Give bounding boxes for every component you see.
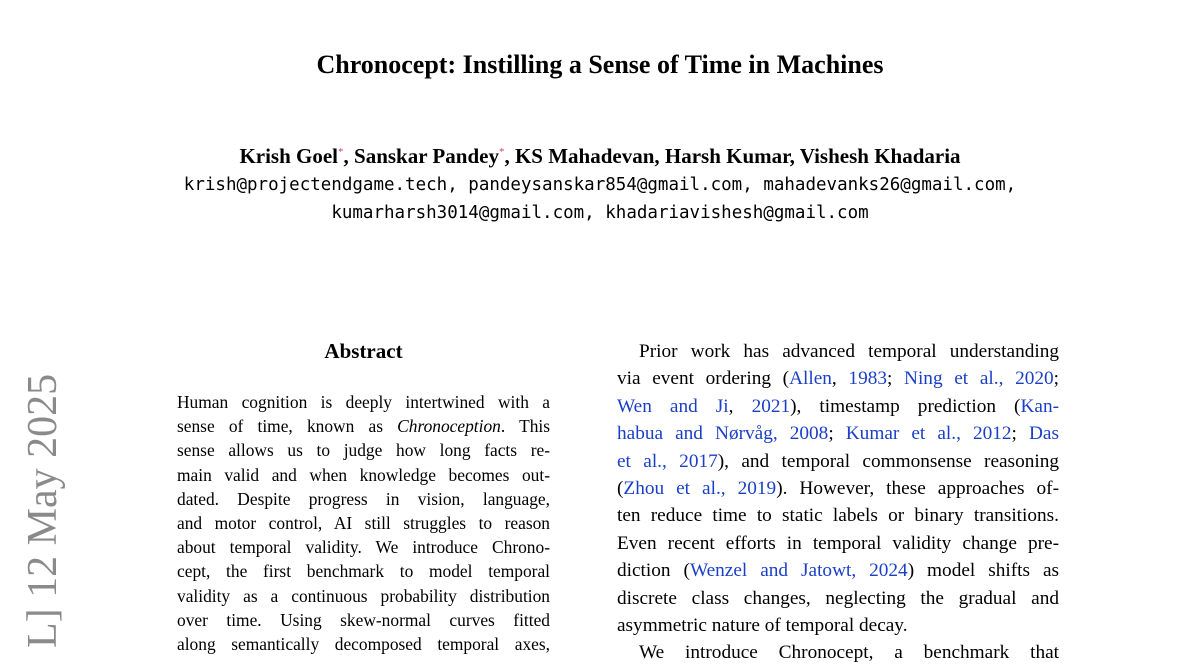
abstract-line: about temporal validity. We introduce Chrono- [177, 537, 550, 558]
author-name: KS Mahadevan [514, 144, 655, 168]
body-text-line: ten reduce time to static labels or binary transitions. [617, 505, 1059, 527]
body-text-line: Wen and Ji, 2021), timestamp prediction (Kan- [617, 395, 1060, 417]
body-text-line: (Zhou et al., 2019). However, these approaches of- [617, 478, 1059, 500]
citation-link[interactable]: Kumar et al., 2012 [845, 423, 1012, 445]
citation-link[interactable]: 1983 [848, 368, 887, 390]
abstract-line: cept, the first benchmark to model temporal [177, 561, 550, 582]
author-email[interactable]: kumarharsh3014@gmail.com, [331, 203, 595, 223]
abstract-line: dated. Despite progress in vision, language, [177, 488, 550, 509]
abstract-line: validity as a continuous probability distribution [177, 585, 550, 606]
author-email[interactable]: khadariavishesh@gmail.com [605, 203, 869, 223]
introduction-column [617, 338, 1059, 667]
body-text-line: Even recent efforts in temporal validity change pre- [617, 532, 1059, 554]
citation-link[interactable]: Ning et al., 2020 [904, 368, 1054, 390]
body-text-line: asymmetric nature of temporal decay. [617, 615, 908, 637]
citation-link[interactable]: Das [1028, 423, 1059, 445]
author-name: Krish Goel [239, 144, 339, 168]
citation-link[interactable]: Allen [789, 368, 832, 390]
arxiv-stamp-text: L] 12 May 2025 [20, 373, 66, 648]
emphasized-term: Chronoception [397, 416, 501, 437]
author-email[interactable]: pandeysanskar854@gmail.com, [468, 175, 753, 195]
body-text-line: Prior work has advanced temporal understanding [639, 341, 1059, 362]
body-text-line: habua and Nørvåg, 2008; Kumar et al., 2012; Das [617, 423, 1059, 445]
abstract-line: sense of time, known as Chronoception. This [177, 416, 550, 437]
abstract-heading: Abstract [324, 339, 403, 363]
email-line-1 [0, 172, 1200, 198]
abstract-line: Human cognition is deeply intertwined with a [177, 392, 550, 412]
author-email[interactable]: mahadevanks26@gmail.com, [763, 175, 1017, 195]
paper-title: Chronocept: Instilling a Sense of Time in Machines [316, 50, 884, 79]
abstract-line: main valid and when knowledge becomes out- [177, 464, 550, 485]
abstract-line: and motor control, AI still struggles to reason [177, 513, 550, 534]
author-name: Harsh Kumar [664, 144, 790, 168]
abstract-line: sense allows us to judge how long facts re- [177, 440, 550, 461]
equal-contribution-mark[interactable]: * [498, 146, 505, 158]
body-text-line: We introduce Chronocept, a benchmark that [639, 642, 1059, 664]
body-text-line: diction (Wenzel and Jatowt, 2024) model shifts as [617, 560, 1060, 582]
author-list: Krish Goel*, Sanskar Pandey*, KS Mahadevan, Harsh Kumar, Vishesh Khadaria [239, 144, 961, 168]
body-text-line: discrete class changes, neglecting the gradual and [617, 587, 1059, 609]
author-name: Vishesh Khadaria [799, 144, 961, 168]
email-line-2 [0, 200, 1200, 226]
abstract-line: over time. Using skew-normal curves fitted [177, 609, 550, 630]
citation-link[interactable]: Kan- [1020, 395, 1060, 417]
arxiv-side-stamp [12, 373, 72, 648]
author-email[interactable]: krish@projectendgame.tech, [183, 175, 458, 195]
equal-contribution-mark[interactable]: * [338, 146, 344, 158]
citation-link[interactable]: Wenzel and Jatowt, 2024 [689, 560, 908, 582]
body-text-line: via event ordering (Allen, 1983; Ning et al., 2020; [617, 368, 1059, 390]
author-name: Sanskar Pandey [354, 144, 499, 168]
citation-link[interactable]: habua and Nørvåg, 2008 [617, 423, 829, 445]
abstract-body [177, 390, 550, 656]
citation-link[interactable]: 2021 [751, 395, 791, 417]
abstract-line: along semantically decomposed temporal axes, [177, 634, 550, 655]
citation-link[interactable]: Zhou et al., 2019 [623, 478, 777, 500]
body-text-line: et al., 2017), and temporal commonsense reasoning [617, 450, 1059, 472]
citation-link[interactable]: et al., 2017 [617, 450, 718, 472]
citation-link[interactable]: Wen and Ji [617, 395, 729, 417]
